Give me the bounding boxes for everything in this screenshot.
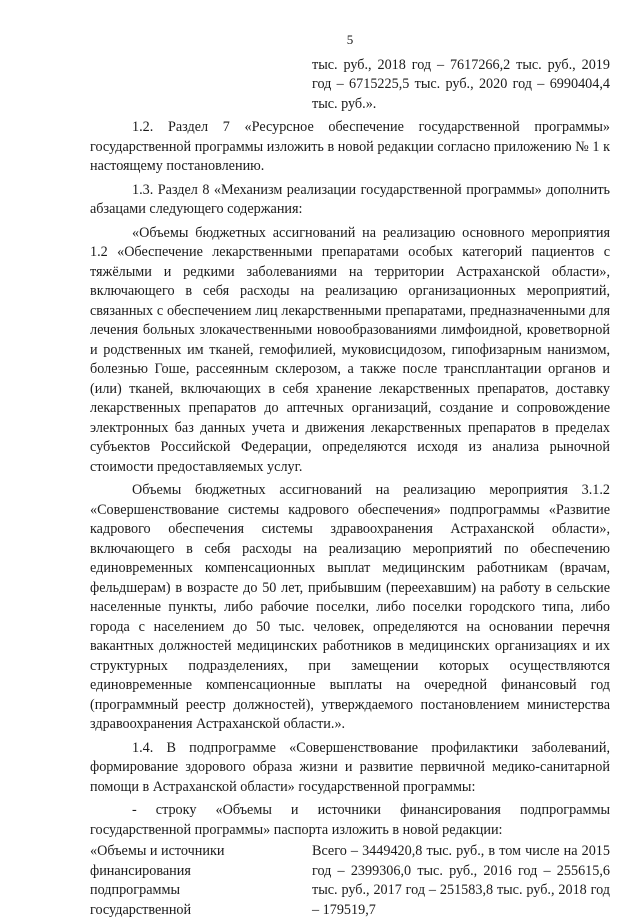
funding-table-value: Всего – 3449420,8 тыс. руб., в том числе на 2015 год – 2399306,0 тыс. руб., 2016 год – 255615,6 тыс. руб., 2017 год – 251583,8 тыс. руб., 2018 год – 179519,7 xyxy=(312,842,610,920)
paragraph-1-2: 1.2. Раздел 7 «Ресурсное обеспечение государственной программы» государственной программы изложить в новой редакции согласно приложению № 1 к настоящему постановлению. xyxy=(90,118,610,177)
label-line: «Объемы и источники xyxy=(90,842,312,862)
quoted-paragraph-2: Объемы бюджетных ассигнований на реализацию мероприятия 3.1.2 «Совершенствование системы кадрового обеспечения» подпрограммы «Развитие кадрового обеспечения системы здравоохранения Астраханской области», включающего в себя расходы на реализацию мероприятий по обеспечению единовременных компенсационных выплат медицинским работникам (врачам, фельдшерам) в возрасте до 50 лет, прибывшим (переехавшим) на работу в сельские населенные пункты, либо рабочие поселки, либо поселки городского типа, либо города с населением до 50 тыс. человек, определяются на основании перечня вакантных должностей медицинских работников в медицинских организациях и их структурных подразделениях, при замещении которых осуществляются единовременные компенсационные выплаты на очередной финансовый год (программный реестр должностей), утверждаемого постановлением министерства здравоохранения Астраханской области.». xyxy=(90,481,610,735)
paragraph-1-4-dash: - строку «Объемы и источники финансирования подпрограммы государственной программы» паспорта изложить в новой редакции: xyxy=(90,801,610,840)
document-page xyxy=(90,30,610,920)
label-line: подпрограммы xyxy=(90,881,312,901)
page-number: 5 xyxy=(90,30,610,50)
funding-table-label xyxy=(90,842,312,920)
continued-text: тыс. руб., 2018 год – 7617266,2 тыс. руб., 2019 год – 6715225,5 тыс. руб., 2020 год – 6990404,4 тыс. руб.». xyxy=(312,56,610,115)
label-line: государственной xyxy=(90,901,312,920)
funding-table xyxy=(90,842,610,920)
quoted-paragraph-1: «Объемы бюджетных ассигнований на реализацию основного мероприятия 1.2 «Обеспечение лекарственными препаратами особых категорий пациентов с тяжёлыми и редкими заболеваниями на территории Астраханской области», включающего в себя расходы на реализацию организационных мероприятий, связанных с обеспечением лиц лекарственными препаратами, предназначенными для лечения больных злокачественными новообразованиями лимфоидной, кроветворной и родственных им тканей, гемофилией, муковисцидозом, гипофизарным нанизмом, болезнью Гоше, рассеянным склерозом, а также после трансплантации органов и (или) тканей, включающих в себя хранение лекарственных препаратов, доставку лекарственных препаратов до аптечных организаций, создание и сопровождение электронных баз данных учета и движения лекарственных препаратов в пределах субъектов Российской Федерации, определяются исходя из анализа рыночной стоимости предоставляемых услуг. xyxy=(90,224,610,478)
label-line: финансирования xyxy=(90,862,312,882)
paragraph-1-4: 1.4. В подпрограмме «Совершенствование профилактики заболеваний, формирование здорового образа жизни и развитие первичной медико-санитарной помощи в Астраханской области» государственной программы: xyxy=(90,739,610,798)
paragraph-1-3: 1.3. Раздел 8 «Механизм реализации государственной программы» дополнить абзацами следующего содержания: xyxy=(90,181,610,220)
